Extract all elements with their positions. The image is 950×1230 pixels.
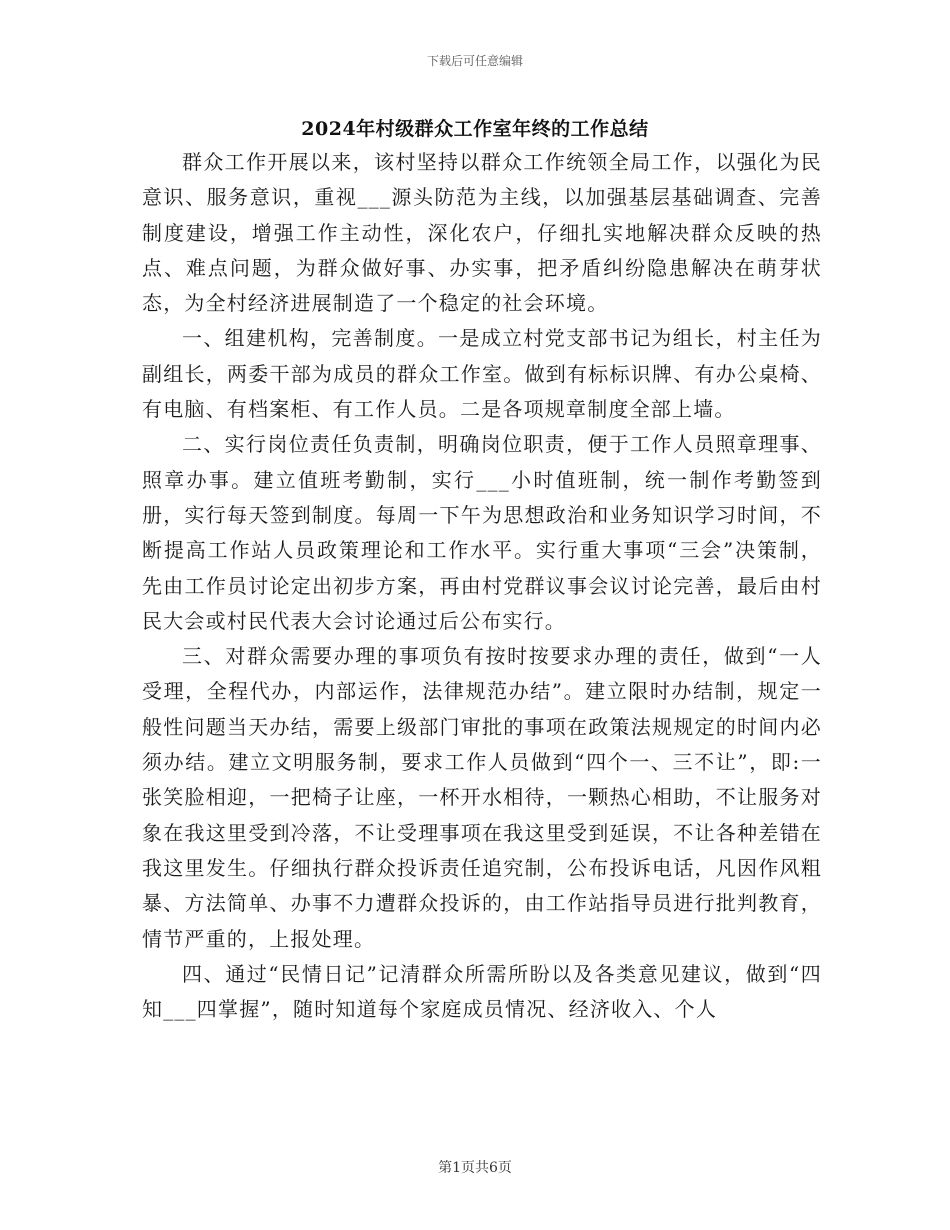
paragraph-section-4: 四、通过“民情日记”记清群众所需所盼以及各类意见建议，做到“四知___四掌握”，随时知道每个家庭成员情况、经济收入、个人 — [142, 961, 822, 1022]
paragraph-section-1: 一、组建机构，完善制度。一是成立村党支部书记为组长，村主任为副组长，两委干部为成员的群众工作室。做到有标标识牌、有办公桌椅、有电脑、有档案柜、有工作人员。二是各项规章制度全部上墙。 — [142, 326, 822, 422]
document-body — [142, 145, 822, 1027]
header-note: 下载后可任意编辑 — [426, 54, 523, 68]
document-title: 2024年村级群众工作室年终的工作总结 — [301, 118, 649, 140]
page-number: 第1页共6页 — [438, 1160, 512, 1176]
paragraph-intro: 群众工作开展以来，该村坚持以群众工作统领全局工作，以强化为民意识、服务意识，重视___源头防范为主线，以加强基层基础调查、完善制度建设，增强工作主动性，深化农户，仔细扎实地解决群众反映的热点、难点问题，为群众做好事、办实事，把矛盾纠纷隐患解决在萌芽状态，为全村经济进展制造了一个稳定的社会环境。 — [142, 150, 822, 316]
paragraph-section-2: 二、实行岗位责任负责制，明确岗位职责，便于工作人员照章理事、照章办事。建立值班考勤制，实行___小时值班制，统一制作考勤签到册，实行每天签到制度。每周一下午为思想政治和业务知识学习时间，不断提高工作站人员政策理论和工作水平。实行重大事项“三会”决策制，先由工作员讨论定出初步方案，再由村党群议事会议讨论完善，最后由村民大会或村民代表大会讨论通过后公布实行。 — [142, 432, 822, 633]
paragraph-section-3: 三、对群众需要办理的事项负有按时按要求办理的责任，做到“一人受理，全程代办，内部运作，法律规范办结”。建立限时办结制，规定一般性问题当天办结，需要上级部门审批的事项在政策法规规定的时间内必须办结。建立文明服务制，要求工作人员做到“四个一、三不让”，即:一张笑脸相迎，一把椅子让座，一杯开水相待，一颗热心相助，不让服务对象在我这里受到冷落，不让受理事项在我这里受到延误，不让各种差错在我这里发生。仔细执行群众投诉责任追究制，公布投诉电话，凡因作风粗暴、方法简单、办事不力遭群众投诉的，由工作站指导员进行批判教育，情节严重的，上报处理。 — [142, 644, 822, 951]
